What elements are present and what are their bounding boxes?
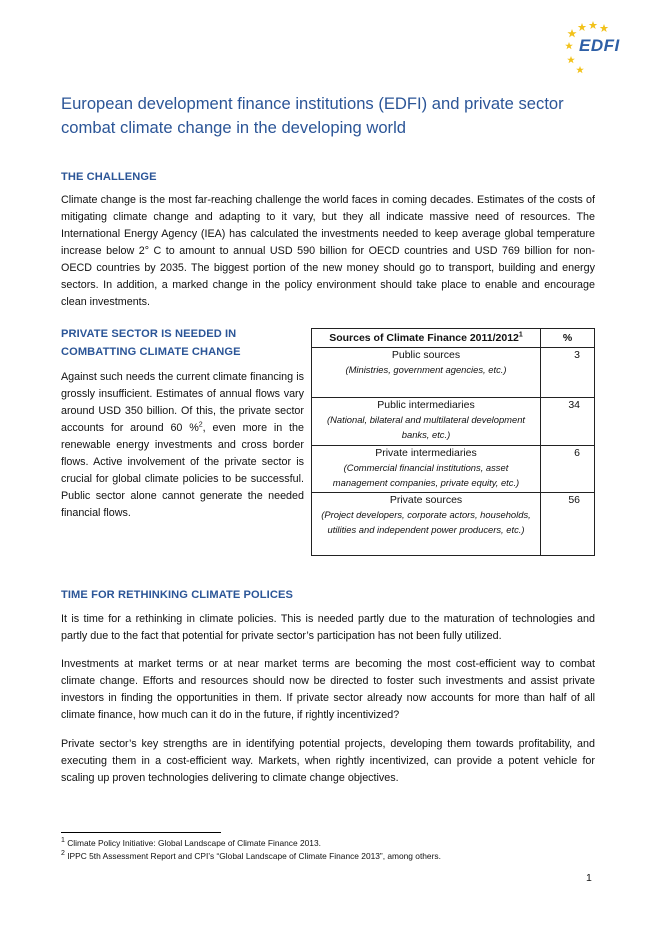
challenge-paragraph: Climate change is the most far-reaching challenge the world faces in coming decades. Estimates of the costs of mitigating climate change and adapting to it vary, but they all indicate massive need of resources. The International Energy Agency (IEA) has calculated the investments needed to keep average global temperature increase below 2° C to amount to annual USD 590 billion for OECD countries and USD 769 billion for non-OECD countries by 2035. The biggest portion of the new money should go to transport, building and energy sectors. In addition, a marked change in the policy environment should take place to enable and encourage clean investments. — [61, 194, 595, 308]
footnote-text: IPPC 5th Assessment Report and CPI’s “Global Landscape of Climate Finance 2013”, among others. — [64, 851, 441, 861]
document-title: European development finance institutions (EDFI) and private sector combat climate change in the developing world — [61, 94, 564, 137]
table-header-percent: % — [541, 329, 595, 348]
table-cell-source — [312, 493, 541, 556]
source-name: Private sources — [389, 494, 463, 506]
source-detail: (National, bilateral and multilateral development banks, etc.) — [326, 414, 526, 440]
climate-finance-table — [311, 328, 595, 556]
table-cell-source — [312, 348, 541, 398]
table-header-row — [312, 329, 595, 348]
table-cell-source — [312, 398, 541, 446]
source-name: Private intermediaries — [375, 447, 477, 459]
table-cell-percent: 56 — [541, 493, 595, 556]
rethinking-paragraph-1: It is time for a rethinking in climate policies. This is needed partly due to the maturation of technologies and partly due to the fact that potential for private sector’s participation has not been fully utilized. — [61, 613, 595, 642]
footnote-2 — [61, 851, 441, 862]
edfi-logo — [562, 20, 622, 76]
source-detail: (Project developers, corporate actors, households, utilities and independent power producers, etc.) — [321, 509, 531, 535]
footnote-ref-1[interactable]: 1 — [518, 331, 523, 339]
footnote-divider — [61, 832, 221, 833]
table-row — [312, 348, 595, 398]
table-row — [312, 446, 595, 493]
table-cell-percent: 34 — [541, 398, 595, 446]
table-cell-percent: 3 — [541, 348, 595, 398]
rethinking-paragraph-3: Private sector’s key strengths are in identifying potential projects, developing them towards profitability, and executing them in a cost-efficient way. Markets, when rightly incentivized, can provide a potent vehicle for scaling up proven technologies delivering to climate change objectives. — [61, 738, 595, 784]
table-row — [312, 493, 595, 556]
table-row — [312, 398, 595, 446]
source-name: Public sources — [391, 349, 461, 361]
rethinking-heading: TIME FOR RETHINKING CLIMATE POLICES — [61, 589, 293, 601]
footnote-mark: 2 — [61, 850, 65, 858]
private-sector-text-part2: , even more in the renewable energy investments and cross border flows. Active involvement of the private sector is crucial for global climate policies to be successful. Public sector alone cannot generate the needed financial flows. — [61, 422, 304, 519]
source-detail: (Commercial financial institutions, asset management companies, private equity, etc.) — [332, 462, 520, 488]
rethinking-paragraph-2: Investments at market terms or at near market terms are becoming the most cost-efficient way to combat climate change. Efforts and resources should now be directed to foster such investments and assist private investors in finding the opportunities in them. If private sector already now accounts for more than half of all climate finance, how much can it do in the future, if rightly incentivized? — [61, 658, 595, 721]
footnote-text: Climate Policy Initiative: Global Landscape of Climate Finance 2013. — [64, 838, 321, 848]
logo-text: EDFI — [579, 36, 620, 55]
footnote-1 — [61, 838, 321, 849]
private-sector-heading-line2: COMBATTING CLIMATE CHANGE — [61, 346, 241, 358]
table-header-label: Sources of Climate Finance 2011/2012 — [329, 332, 519, 344]
source-name: Public intermediaries — [377, 399, 475, 411]
source-detail: (Ministries, government agencies, etc.) — [345, 364, 507, 375]
table-cell-source — [312, 446, 541, 493]
challenge-heading: THE CHALLENGE — [61, 171, 157, 183]
private-sector-text-part1: Against such needs the current climate financing is grossly insufficient. Estimates of annual flows vary around USD 350 billion. Of this, the private sector accounts for around 60 % — [61, 371, 304, 434]
footnote-mark: 1 — [61, 837, 65, 845]
private-sector-heading-line1: PRIVATE SECTOR IS NEEDED IN — [61, 328, 237, 340]
table-cell-percent: 6 — [541, 446, 595, 493]
table-header-sources — [312, 329, 541, 348]
footnote-ref-2[interactable]: 2 — [198, 421, 203, 429]
private-sector-paragraph — [61, 369, 304, 522]
page-number: 1 — [586, 872, 592, 884]
